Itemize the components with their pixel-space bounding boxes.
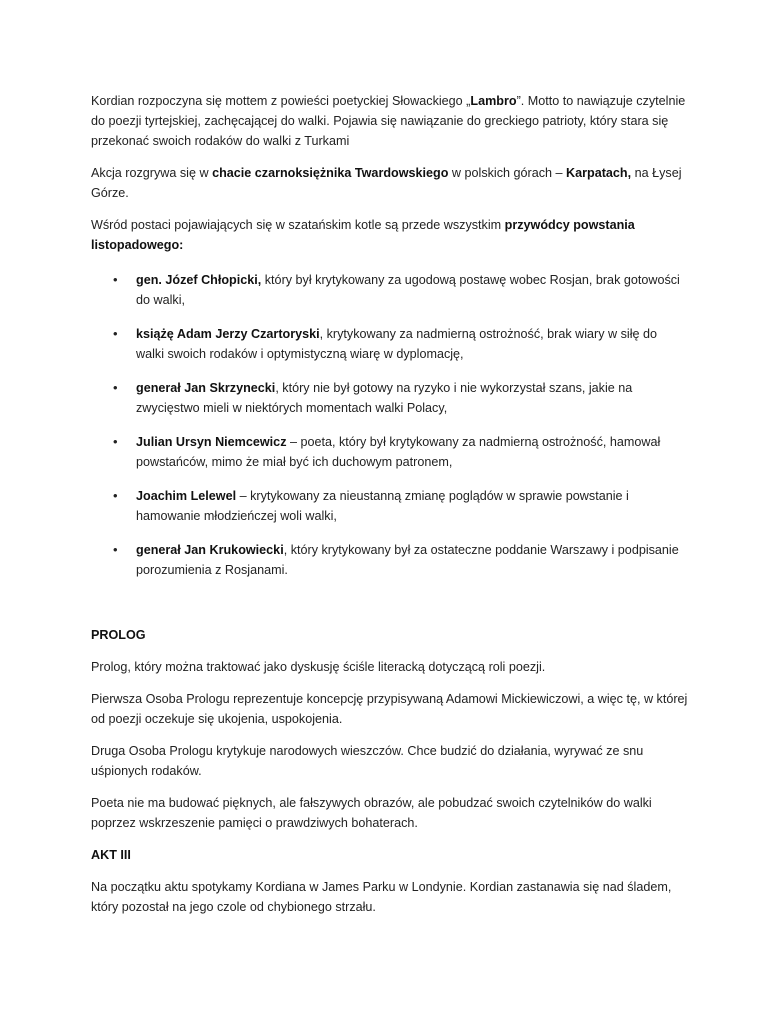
act-three-heading: AKT III bbox=[91, 848, 131, 862]
prolog-heading: PROLOG bbox=[91, 628, 146, 642]
list-item bbox=[91, 486, 684, 526]
leader-name: generał Jan Skrzynecki bbox=[136, 381, 276, 395]
setting-bold-1: chacie czarnoksiężnika Twardowskiego bbox=[212, 166, 449, 180]
intro-bold-lambro: Lambro bbox=[470, 94, 517, 108]
act-three-paragraph: Na początku aktu spotykamy Kordiana w James Parku w Londynie. Kordian zastanawia się nad śladem, który pozostał na jego czole od chybionego strzału. bbox=[91, 880, 672, 914]
setting-text-1: Akcja rozgrywa się w bbox=[91, 166, 213, 180]
intro-paragraph bbox=[91, 91, 691, 151]
leader-name: Julian Ursyn Niemcewicz bbox=[136, 435, 287, 449]
bullet-icon: • bbox=[113, 272, 118, 287]
leader-description: – poeta, który był krytykowany za nadmierną ostrożność, hamował powstańców, mimo że miał być ich duchowym patronem, bbox=[136, 435, 661, 469]
leader-name: Joachim Lelewel bbox=[136, 489, 237, 503]
bullet-icon: • bbox=[113, 542, 118, 557]
setting-text-3: na Łysej Górze. bbox=[91, 166, 682, 200]
leader-name: generał Jan Krukowiecki bbox=[136, 543, 284, 557]
bullet-icon: • bbox=[113, 326, 118, 341]
list-item bbox=[91, 378, 684, 418]
prolog-paragraph-2: Pierwsza Osoba Prologu reprezentuje koncepcję przypisywaną Adamowi Mickiewiczowi, a więc tę, w której od poezji oczekuje się ukojenia, uspokojenia. bbox=[91, 692, 688, 726]
bullet-icon: • bbox=[113, 488, 118, 503]
leaders-intro-bold: przywódcy powstania listopadowego: bbox=[91, 218, 635, 252]
leader-description: , który nie był gotowy na ryzyko i nie wykorzystał szans, jakie na zwycięstwo mieli w niektórych momentach walki Polacy, bbox=[136, 381, 633, 415]
leader-description: który był krytykowany za ugodową postawę wobec Rosjan, brak gotowości do walki, bbox=[136, 273, 680, 307]
leaders-intro-text: Wśród postaci pojawiających się w szatańskim kotle są przede wszystkim bbox=[91, 218, 505, 232]
intro-text-2: ”. Motto to nawiązuje czytelnie do poezji tyrtejskiej, zachęcającej do walki. Pojawia się nawiązanie do greckiego patrioty, który stara się przekonać swoich rodaków do walki z Turkami bbox=[91, 94, 686, 148]
prolog-paragraph-1: Prolog, który można traktować jako dyskusję ściśle literacką dotyczącą roli poezji. bbox=[91, 660, 546, 674]
list-item bbox=[91, 324, 684, 364]
list-item bbox=[91, 540, 684, 580]
list-item bbox=[91, 432, 684, 472]
list-item bbox=[91, 270, 684, 310]
intro-text-1: Kordian rozpoczyna się mottem z powieści poetyckiej Słowackiego „ bbox=[91, 94, 471, 108]
leader-description: , krytykowany za nadmierną ostrożność, brak wiary w siłę do walki swoich rodaków i optymistyczną wiarę w dyplomację, bbox=[136, 327, 658, 361]
leader-name: książę Adam Jerzy Czartoryski bbox=[136, 327, 320, 341]
leader-description: – krytykowany za nieustanną zmianę poglądów w sprawie powstanie i hamowanie młodzieńczej woli walki, bbox=[136, 489, 629, 523]
document-page bbox=[91, 91, 691, 929]
prolog-paragraph-4: Poeta nie ma budować pięknych, ale fałszywych obrazów, ale pobudzać swoich czytelników do walki poprzez wskrzeszenie pamięci o prawdziwych bohaterach. bbox=[91, 796, 652, 830]
bullet-icon: • bbox=[113, 380, 118, 395]
leader-name: gen. Józef Chłopicki, bbox=[136, 273, 262, 287]
bullet-icon: • bbox=[113, 434, 118, 449]
setting-paragraph bbox=[91, 163, 691, 203]
section-spacer bbox=[91, 594, 691, 625]
prolog-paragraph-3: Druga Osoba Prologu krytykuje narodowych wieszczów. Chce budzić do działania, wyrywać ze snu uśpionych rodaków. bbox=[91, 744, 644, 778]
leader-description: , który krytykowany był za ostateczne poddanie Warszawy i podpisanie porozumienia z Rosjanami. bbox=[136, 543, 679, 577]
leaders-list bbox=[91, 270, 691, 580]
setting-bold-2: Karpatach, bbox=[566, 166, 632, 180]
leaders-intro-paragraph bbox=[91, 215, 691, 255]
setting-text-2: w polskich górach – bbox=[448, 166, 567, 180]
